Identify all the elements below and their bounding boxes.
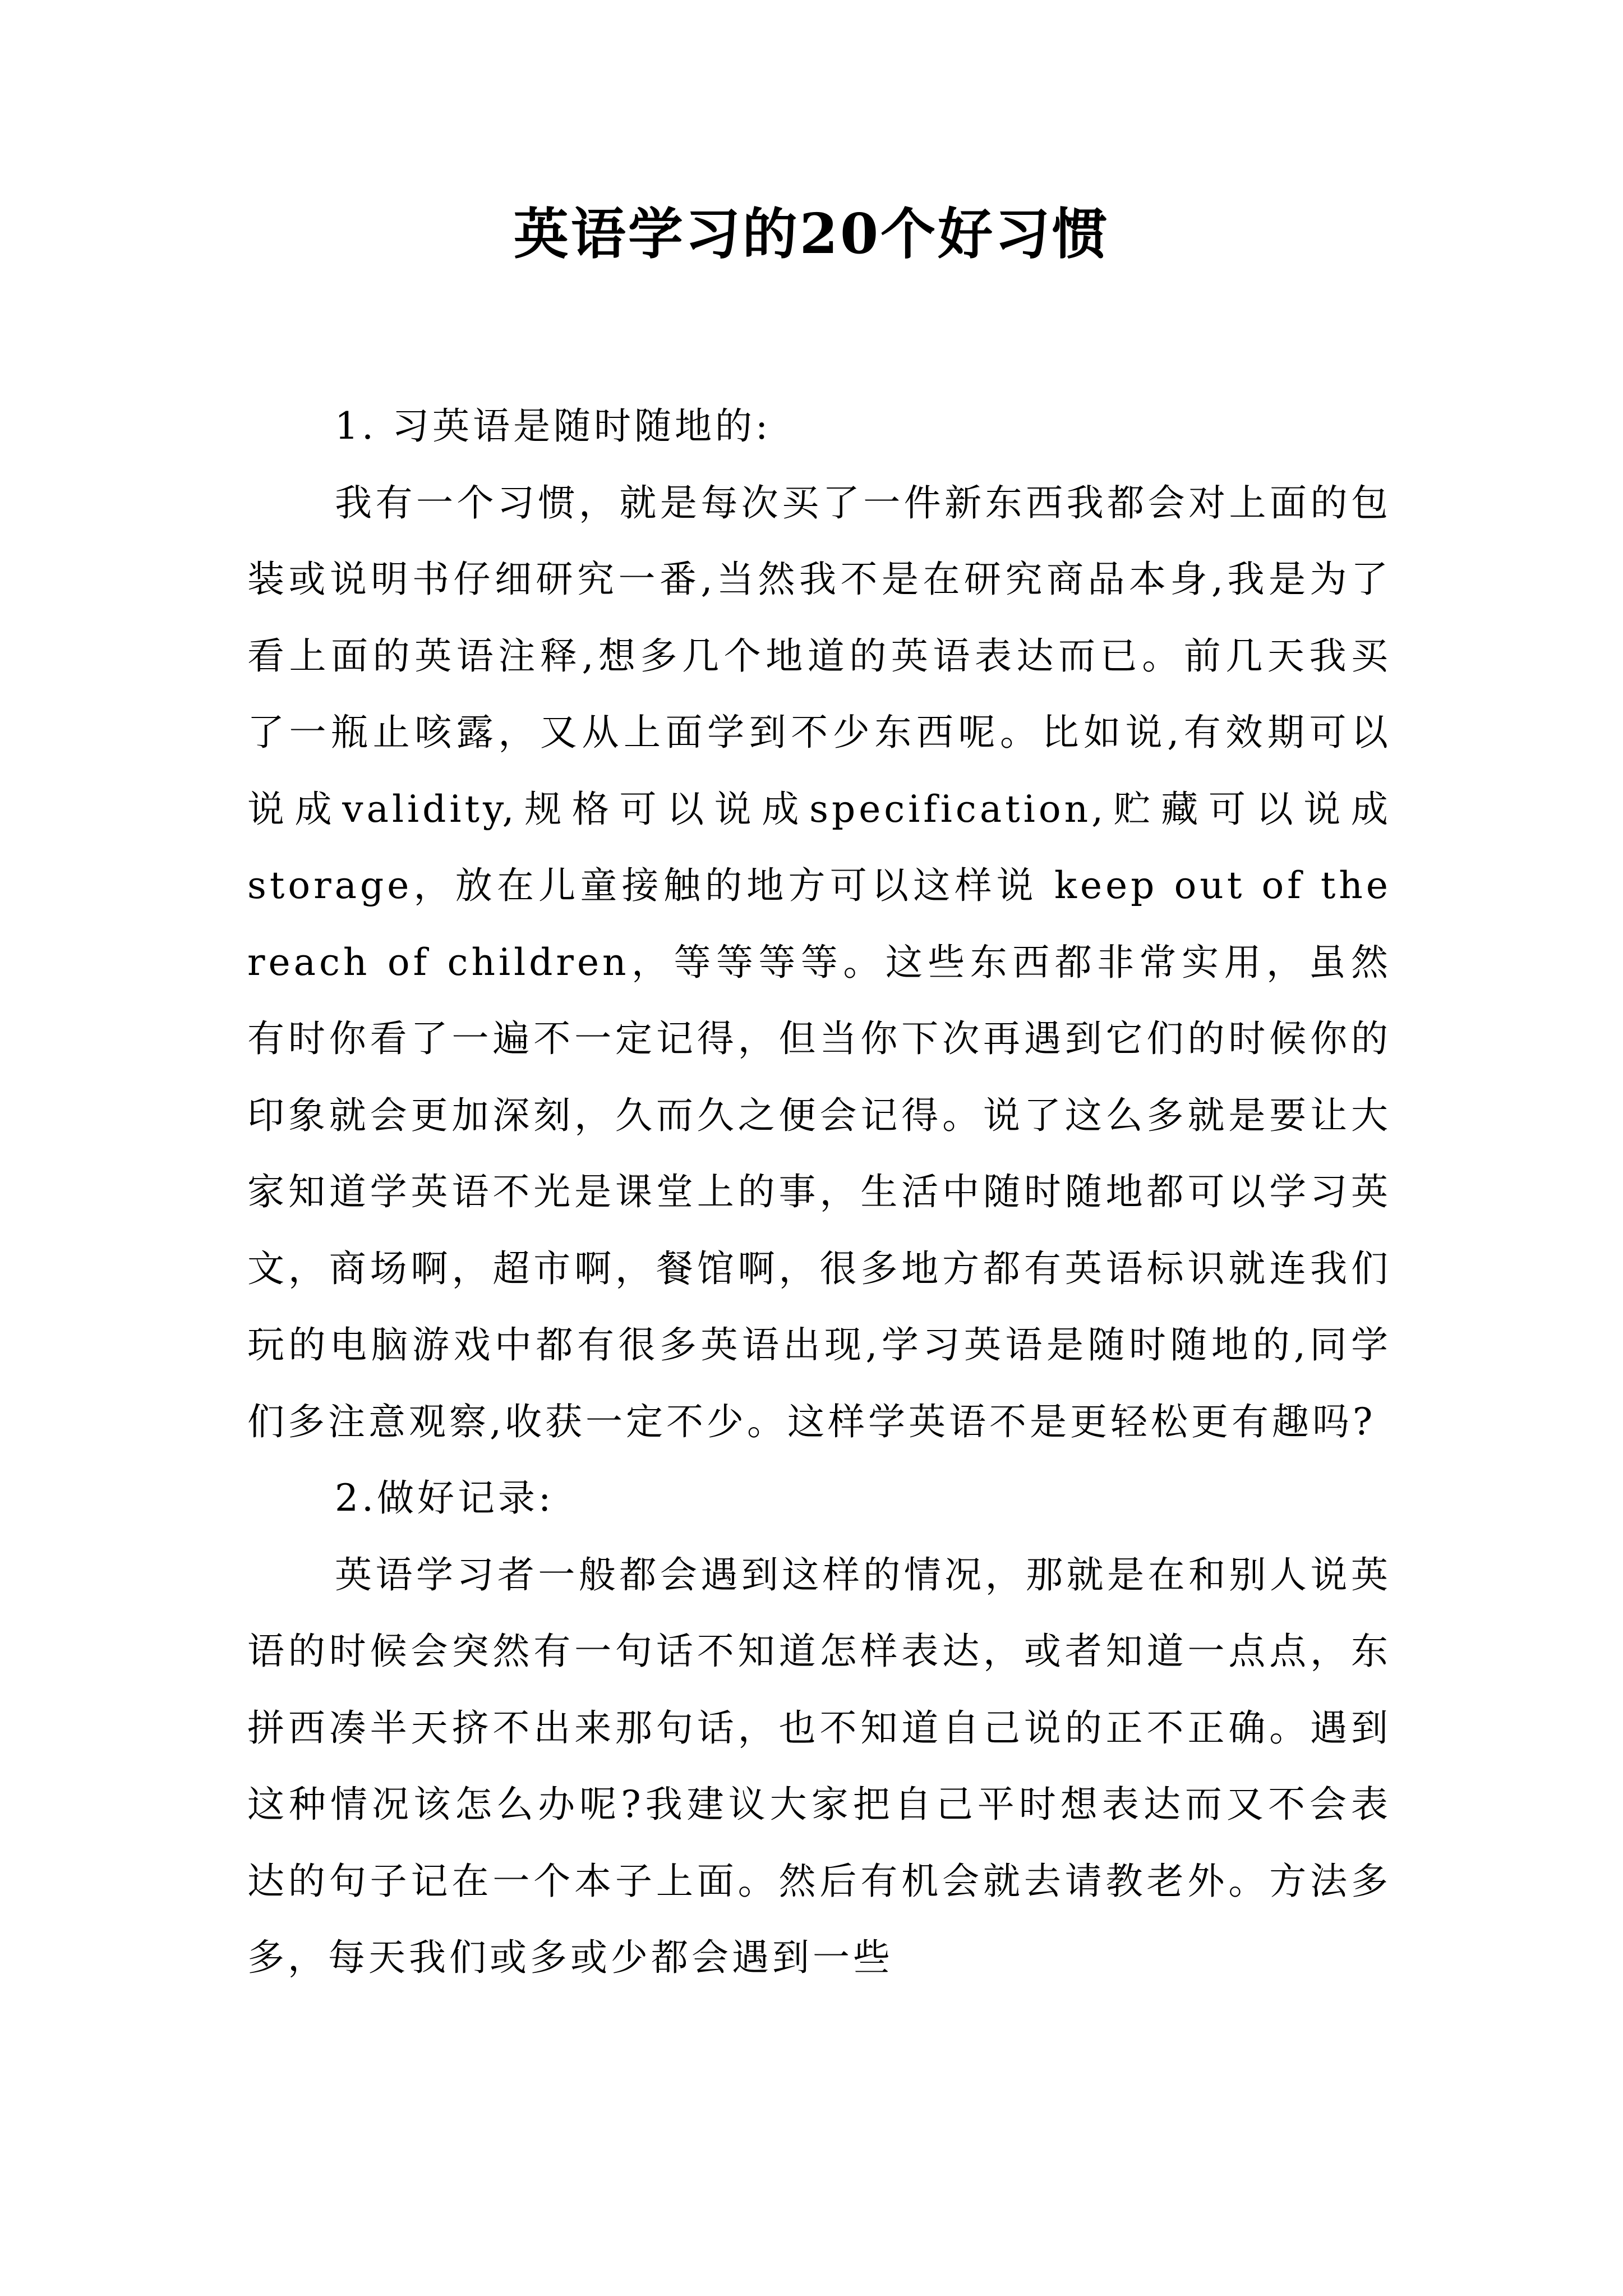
section-heading: 1. 习英语是随时随地的:	[335, 404, 772, 448]
document-body	[247, 388, 1391, 1996]
section-heading: 2.做好记录:	[335, 1476, 555, 1520]
section-paragraph: 英语学习者一般都会遇到这样的情况，那就是在和别人说英语的时候会突然有一句话不知道怎样表达，或者知道一点点，东拼西凑半天挤不出来那句话，也不知道自己说的正不正确。遇到这种情况该怎么办呢?我建议大家把自己平时想表达而又不会表达的句子记在一个本子上面。然后有机会就去请教老外。方法多多，每天我们或多或少都会遇到一些	[247, 1553, 1391, 1979]
section-paragraph: 我有一个习惯，就是每次买了一件新东西我都会对上面的包装或说明书仔细研究一番,当然我不是在研究商品本身,我是为了看上面的英语注释,想多几个地道的英语表达而已。前几天我买了一瓶止咳露，又从上面学到不少东西呢。比如说,有效期可以说成validity,规格可以说成specification,贮藏可以说成 storage，放在儿童接触的地方可以这样说 keep out of the reach of children，等等等等。这些东西都非常实用，虽然有时你看了一遍不一定记得，但当你下次再遇到它们的时候你的印象就会更加深刻，久而久之便会记得。说了这么多就是要让大家知道学英语不光是课堂上的事，生活中随时随地都可以学习英文，商场啊，超市啊，餐馆啊，很多地方都有英语标识就连我们玩的电脑游戏中都有很多英语出现,学习英语是随时随地的,同学们多注意观察,收获一定不少。这样学英语不是更轻松更有趣吗?	[247, 481, 1391, 1443]
document-title: 英语学习的20个好习惯	[513, 202, 1110, 266]
